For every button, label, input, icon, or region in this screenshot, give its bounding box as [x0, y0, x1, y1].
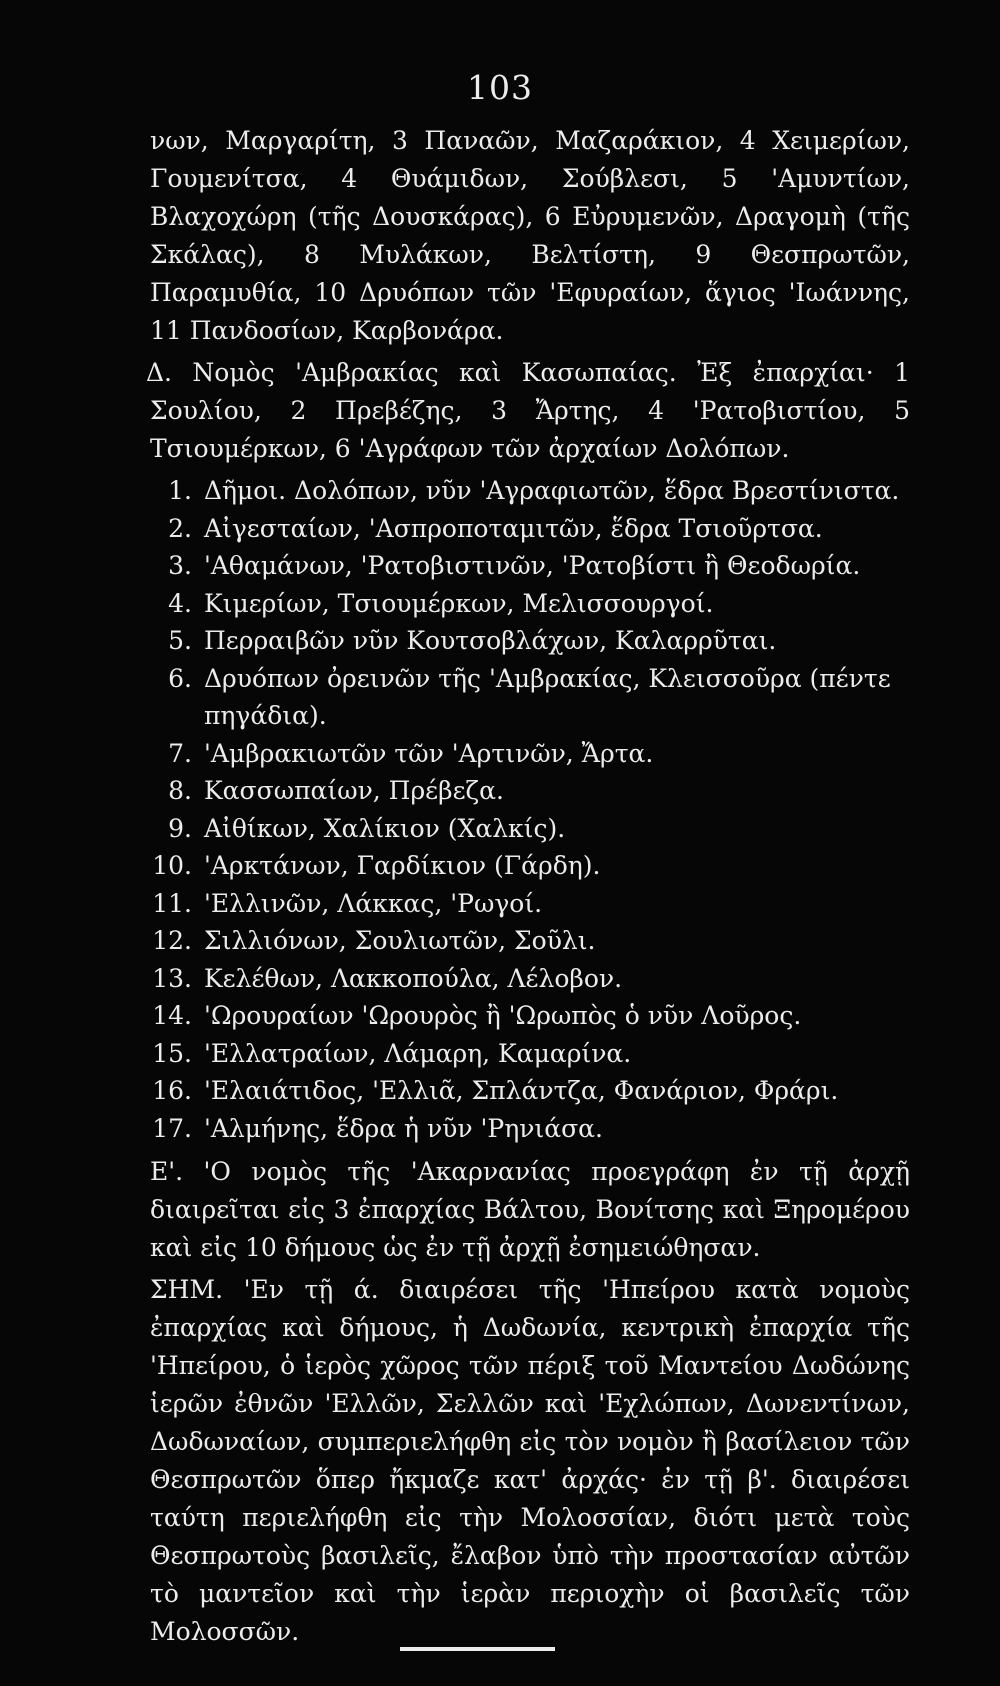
list-text: Δρυόπων ὀρεινῶν τῆς 'Αμβρακίας, Κλεισσοῦρα (πέντε πηγάδια). — [204, 663, 891, 730]
list-text: 'Αθαμάνων, 'Ρατοβιστινῶν, 'Ρατοβίστι ἢ Θεοδωρία. — [204, 551, 861, 580]
list-number: 6. — [168, 663, 192, 693]
list-item — [152, 960, 910, 998]
list-item — [168, 622, 910, 660]
list-text: 'Ελαιάτιδος, 'Ελλιᾶ, Σπλάντζα, Φανάριον, Φράρι. — [204, 1076, 839, 1105]
intro-paragraph: νων, Μαργαρίτη, 3 Παναῶν, Μαζαράκιον, 4 Χειμερίων, Γουμενίτσα, 4 Θυάμιδων, Σούβλεσι, 5 'Αμυντίων, Βλαχοχώρη (τῆς Δουσκάρας), 6 Εὐρυμενῶν, Δραγομὴ (τῆς Σκάλας), 8 Μυλάκων, Βελτίστη, 9 Θεσπρωτῶν, Παραμυθία, 10 Δρυόπων τῶν 'Εφυραίων, ἅγιος 'Ιωάννης, 11 Πανδοσίων, Καρβονάρα. — [150, 126, 910, 345]
list-item — [168, 735, 910, 773]
page-number: 103 — [467, 68, 533, 107]
list-item — [152, 1110, 910, 1148]
list-item — [152, 885, 910, 923]
note-paragraph: ΣΗΜ. 'Εν τῇ ά. διαιρέσει τῆς 'Ηπείρου κατὰ νομοὺς ἐπαρχίας καὶ δήμους, ἡ Δωδωνία, κεντρικὴ ἐπαρχία τῆς 'Ηπείρου, ὁ ἱερὸς χῶρος τῶν πέριξ τοῦ Μαντείου Δωδώνης ἱερῶν ἐθνῶν 'Ελλῶν, Σελλῶν καὶ 'Εχλώπων, Δωνεντίνων, Δωδωναίων, συμπεριελήφθη εἰς τὸν νομὸν ἢ βασίλειον τῶν Θεσπρωτῶν ὅπερ ἤκμαζε κατ' ἀρχάς· ἐν τῇ β'. διαιρέσει ταύτη περιελήφθη εἰς τὴν Μολοσσίαν, διότι μετὰ τοὺς Θεσπρωτοὺς βασιλεῖς, ἔλαβον ὑπὸ τὴν προστασίαν αὐτῶν τὸ μαντεῖον καὶ τὴν ἱερὰν περιοχὴν οἱ βασιλεῖς τῶν Μολοσσῶν. — [150, 1275, 910, 1646]
demes-list — [152, 472, 910, 1147]
list-number: 9. — [168, 813, 192, 843]
list-number: 12. — [152, 926, 192, 955]
list-number: 11. — [152, 888, 192, 918]
list-item — [168, 660, 910, 735]
list-number: 16. — [152, 1076, 192, 1105]
list-text: Δῆμοι. Δολόπων, νῦν 'Αγραφιωτῶν, ἕδρα Βρεστίνιστα. — [204, 476, 900, 505]
list-number: 13. — [152, 963, 192, 993]
list-number: 7. — [168, 738, 192, 768]
list-text: 'Ελλατραίων, Λάμαρη, Καμαρίνα. — [204, 1038, 632, 1068]
list-text: Αἰθίκων, Χαλίκιον (Χαλκίς). — [204, 813, 566, 843]
list-text: Περραιβῶν νῦν Κουτσοβλάχων, Καλαρρῦται. — [204, 626, 777, 655]
list-text: Αἰγεσταίων, 'Ασπροποταμιτῶν, ἕδρα Τσιοῦρτσα. — [204, 513, 823, 543]
section-epsilon-paragraph: Ε'. 'Ο νομὸς τῆς 'Ακαρνανίας προεγράφη ἐν τῇ ἀρχῇ διαιρεῖται εἰς 3 ἐπαρχίας Βάλτου, Βονίτσης καὶ Ξηρομέρου καὶ εἰς 10 δήμους ὡς ἐν τῇ ἀρχῇ ἐσημειώθησαν. — [150, 1157, 910, 1262]
list-item — [168, 547, 910, 585]
list-item — [168, 772, 910, 810]
list-text: Κελέθων, Λακκοπούλα, Λέλοβον. — [204, 963, 623, 993]
list-number: 14. — [152, 1001, 192, 1030]
list-text: 'Αλμήνης, ἕδρα ἡ νῦν 'Ρηνιάσα. — [204, 1113, 603, 1143]
list-item — [152, 922, 910, 960]
list-number: 4. — [168, 588, 192, 618]
list-item — [152, 1072, 910, 1110]
page-body — [146, 122, 910, 1655]
list-number: 1. — [168, 476, 192, 505]
list-text: Σιλλιόνων, Σουλιωτῶν, Σοῦλι. — [204, 926, 596, 955]
list-text: 'Ελλινῶν, Λάκκας, 'Ρωγοί. — [204, 888, 543, 918]
list-item — [152, 847, 910, 885]
list-item — [168, 510, 910, 548]
list-number: 8. — [168, 776, 192, 805]
list-text: 'Ωρουραίων 'Ωρουρὸς ἢ 'Ωρωπὸς ὁ νῦν Λοῦρος. — [204, 1001, 802, 1030]
list-item — [168, 585, 910, 623]
list-number: 5. — [168, 626, 192, 655]
list-text: 'Αρκτάνων, Γαρδίκιον (Γάρδη). — [204, 851, 601, 880]
list-number: 15. — [152, 1038, 192, 1068]
section-delta-paragraph: Δ. Νομὸς 'Αμβρακίας καὶ Κασωπαίας. Ἐξ ἐπαρχίαι· 1 Σουλίου, 2 Πρεβέζης, 3 Ἄρτης, 4 'Ρατοβιστίου, 5 Τσιουμέρκων, 6 'Αγράφων τῶν ἀρχαίων Δολόπων. — [146, 358, 910, 463]
list-number: 3. — [168, 551, 192, 580]
list-item — [168, 810, 910, 848]
list-text: Κιμερίων, Τσιουμέρκων, Μελισσουργοί. — [204, 588, 714, 618]
list-number: 17. — [152, 1113, 192, 1143]
list-number: 10. — [152, 851, 192, 880]
closing-rule — [400, 1647, 555, 1651]
list-text: Κασσωπαίων, Πρέβεζα. — [204, 776, 504, 805]
list-item — [152, 1035, 910, 1073]
list-item — [152, 997, 910, 1035]
list-number: 2. — [168, 513, 192, 543]
list-text: 'Αμβρακιωτῶν τῶν 'Αρτινῶν, Ἄρτα. — [204, 738, 654, 768]
list-item — [168, 472, 910, 510]
